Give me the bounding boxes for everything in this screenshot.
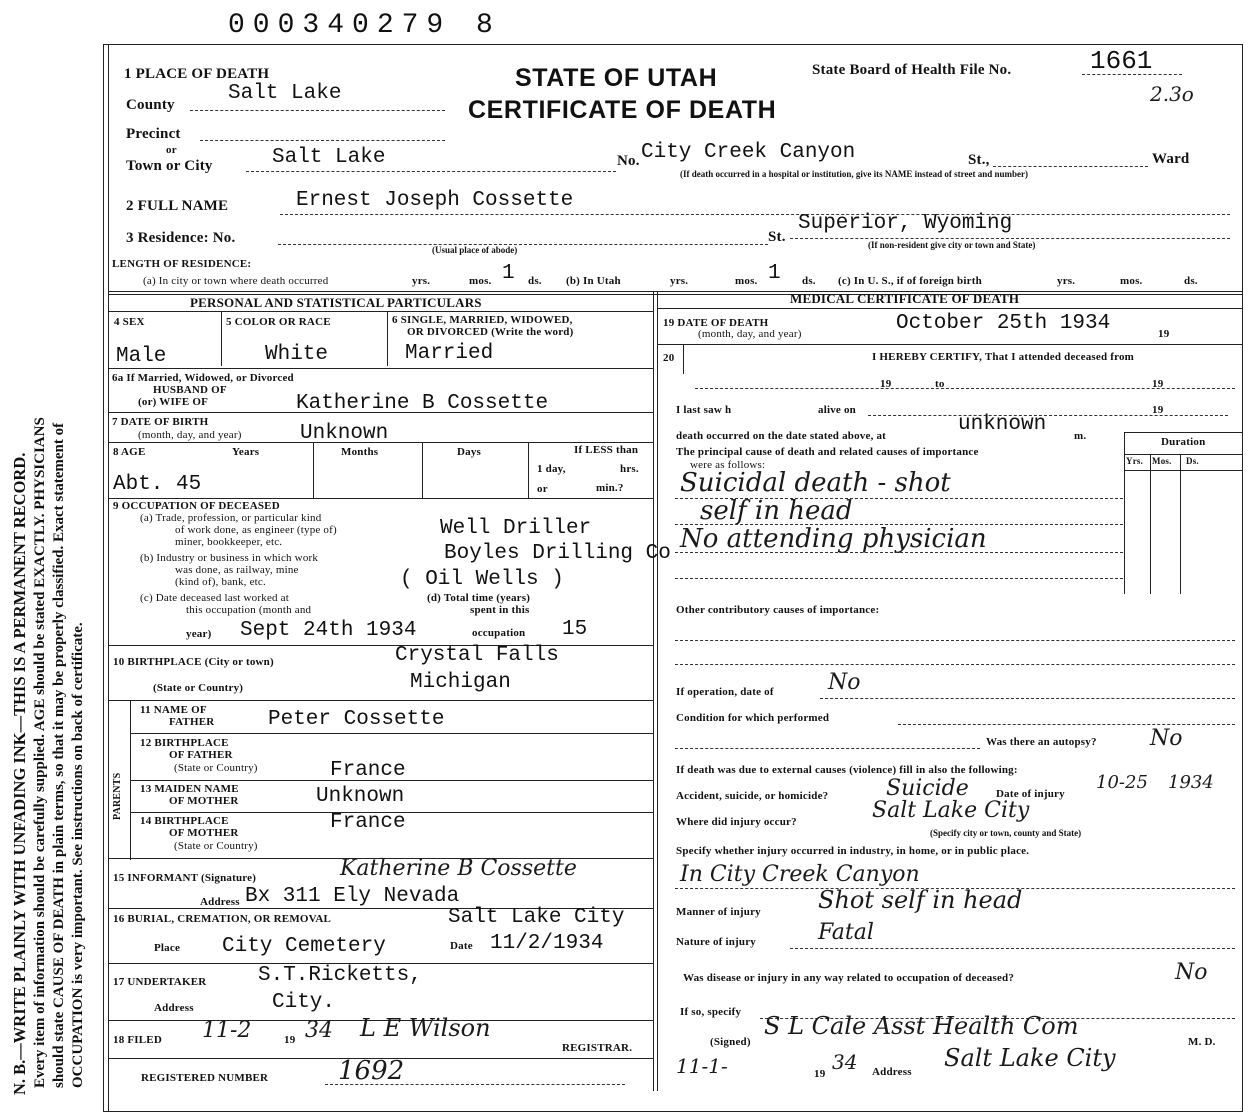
sex-value: Male (116, 345, 167, 368)
residence-st-label: St. (768, 229, 786, 245)
top-border (103, 44, 1243, 45)
spouse-label-1: 6a If Married, Widowed, or Divorced (112, 372, 294, 384)
yrs-b: yrs. (670, 275, 689, 287)
autopsy-label: Was there an autopsy? (986, 736, 1097, 748)
external-label: If death was due to external causes (violence) fill in also the following: (676, 764, 1018, 776)
physician-signature: S L Cale Asst Health Com (764, 1012, 1079, 1040)
filed-label: 18 FILED (113, 1034, 162, 1046)
county-label: County (126, 97, 175, 113)
birthplace-state: Michigan (410, 671, 511, 694)
bottom-border (103, 1111, 1243, 1112)
sex-label: 4 SEX (114, 316, 145, 328)
file-no: 1661 (1090, 46, 1153, 76)
occ-b-2: was done, as railway, mine (175, 564, 299, 576)
filed-year-prefix: 19 (284, 1034, 296, 1046)
hospital-note: (If death occurred in a hospital or institution, give its NAME instead of street and number) (680, 169, 1029, 179)
death-occurred-label: death occurred on the date stated above, at (676, 430, 887, 442)
specify-label: Specify whether injury occurred in industry, in home, or in public place. (676, 845, 1030, 857)
less-label-2: 1 day, (537, 463, 566, 475)
signed-label: (Signed) (710, 1036, 751, 1048)
duration-mos: Mos. (1152, 456, 1172, 466)
date-injury-year: 1934 (1168, 772, 1214, 793)
residence-a-label: (a) In city or town where death occurred (143, 275, 329, 287)
occ-c-1: (c) Date deceased last worked at (140, 592, 290, 604)
informant-address: Bx 311 Ely Nevada (245, 885, 460, 908)
left-border-inner (108, 44, 109, 1112)
serial-number: 000340279 8 (228, 10, 501, 41)
date-injury-label: Date of injury (996, 788, 1065, 800)
physician-address: Salt Lake City (944, 1044, 1116, 1072)
full-name-value: Ernest Joseph Cossette (296, 189, 574, 212)
age-value: Abt. 45 (113, 473, 202, 496)
days-label: Days (457, 446, 482, 458)
ward-label: Ward (1152, 151, 1190, 167)
industry-value: Boyles Drilling Co (444, 542, 671, 565)
occ-b-3: (kind of), bank, etc. (175, 576, 266, 588)
min-label: min.? (596, 482, 624, 494)
hrs-label: hrs. (620, 463, 639, 475)
residence-label: 3 Residence: No. (126, 230, 236, 246)
length-residence-label: LENGTH OF RESIDENCE: (112, 258, 252, 270)
date-injury-value: 10-25 (1096, 772, 1148, 793)
mos-b: mos. (735, 275, 758, 287)
mother-bp-value: France (330, 811, 406, 834)
where-value: Salt Lake City (872, 798, 1030, 823)
parents-label: PARENTS (112, 772, 123, 820)
certify-text: I HEREBY CERTIFY, That I attended deceased from (872, 351, 1135, 363)
other-causes-label: Other contributory causes of importance: (676, 604, 880, 616)
certify-to: to (935, 378, 945, 390)
undertaker-address-label: Address (154, 1002, 194, 1014)
nonres-note: (If non-resident give city or town and State) (868, 240, 1036, 250)
dob-label-2: (month, day, and year) (138, 429, 242, 441)
marital-label-1: 6 SINGLE, MARRIED, WIDOWED, (392, 314, 573, 326)
duration-yrs: Yrs. (1126, 456, 1144, 466)
color-label: 5 COLOR OR RACE (226, 316, 331, 328)
burial-date: 11/2/1934 (490, 932, 604, 955)
informant-signature: Katherine B Cossette (340, 856, 577, 881)
burial-value: Salt Lake City (448, 906, 625, 929)
cause-label-1: The principal cause of death and related causes of importance (676, 446, 979, 458)
where-label: Where did injury occur? (676, 816, 797, 828)
undertaker-value: S.T.Ricketts, (258, 964, 422, 987)
mother-value: Unknown (316, 785, 405, 808)
last-saw-label: I last saw h (676, 404, 732, 416)
nature-value: Fatal (818, 920, 874, 945)
precinct-label: Precinct (126, 126, 181, 142)
last-worked-value: Sept 24th 1934 (240, 619, 417, 642)
mother-bp-label-3: (State or Country) (174, 840, 258, 852)
father-label-2: FATHER (169, 716, 215, 728)
informant-address-label: Address (200, 896, 240, 908)
autopsy-value: No (1150, 726, 1183, 751)
months-label: Months (341, 446, 379, 458)
right-border (1242, 44, 1243, 1112)
mother-bp-label-2: OF MOTHER (169, 827, 239, 839)
city-mos: 1 (502, 262, 515, 285)
file-no-label: State Board of Health File No. (812, 62, 1012, 78)
side-instructions-1: N. B.—WRITE PLAINLY WITH UNFADING INK—THIS IS A PERMANENT RECORD. (10, 452, 29, 1095)
st-label: St., (968, 152, 990, 168)
registrar-signature: L E Wilson (360, 1014, 491, 1042)
alive-year: 19 (1152, 404, 1164, 416)
county-value: Salt Lake (228, 82, 342, 105)
certificate-title: CERTIFICATE OF DEATH (468, 96, 777, 124)
yrs-a: yrs. (412, 275, 431, 287)
filed-date: 11-2 (202, 1018, 252, 1043)
operation-value: No (828, 670, 861, 695)
sign-date: 11-1- (676, 1054, 728, 1078)
alive-on-label: alive on (818, 404, 856, 416)
abode-note: (Usual place of abode) (432, 245, 518, 255)
occ-c-2: this occupation (month and (186, 604, 312, 616)
occ-a-1: (a) Trade, profession, or particular kind (140, 512, 322, 524)
sign-year: 34 (832, 1050, 858, 1074)
occ-d-3: occupation (472, 627, 526, 639)
marital-label-2: OR DIVORCED (Write the word) (407, 326, 574, 338)
manner-label: Manner of injury (676, 906, 761, 918)
sign-year-prefix: 19 (814, 1068, 826, 1080)
father-bp-label-3: (State or Country) (174, 762, 258, 774)
filed-year: 34 (305, 1018, 333, 1043)
m-label: m. (1074, 430, 1087, 442)
birthplace-city: Crystal Falls (395, 644, 559, 667)
dob-label-1: 7 DATE OF BIRTH (112, 416, 209, 428)
md-label: M. D. (1188, 1036, 1216, 1048)
father-value: Peter Cossette (268, 708, 445, 731)
duration-ds: Ds. (1186, 456, 1199, 466)
age-label: 8 AGE (113, 446, 146, 458)
industry-value-2: ( Oil Wells ) (400, 568, 564, 591)
mother-bp-label-1: 14 BIRTHPLACE (140, 815, 229, 827)
town-label: Town or City (126, 158, 213, 174)
color-value: White (265, 343, 329, 366)
occ-b-1: (b) Industry or business in which work (140, 552, 319, 564)
column-divider (653, 291, 654, 1091)
burial-label: 16 BURIAL, CREMATION, OR REMOVAL (113, 913, 332, 925)
birthplace-label: 10 BIRTHPLACE (City or town) (113, 656, 274, 668)
mother-label-1: 13 MAIDEN NAME (140, 783, 239, 795)
yrs-c: yrs. (1057, 275, 1076, 287)
ds-b: ds. (802, 275, 816, 287)
occ-c-3: year) (186, 628, 212, 640)
certify-year-2: 19 (1152, 378, 1164, 390)
burial-date-label: Date (450, 940, 473, 952)
residence-c-label: (c) In U. S., if of foreign birth (838, 275, 982, 287)
or-label: or (166, 144, 177, 156)
cause-label-2: were as follows: (690, 459, 766, 471)
years-label: Years (232, 446, 260, 458)
spouse-label-2: HUSBAND OF (153, 384, 227, 396)
or-min-label: or (537, 483, 548, 495)
cause-1: Suicidal death - shot (680, 468, 951, 498)
occ-a-3: miner, bookkeeper, etc. (175, 536, 283, 548)
operation-label: If operation, date of (676, 686, 774, 698)
physician-address-label: Address (872, 1066, 912, 1078)
total-time-value: 15 (562, 618, 588, 641)
personal-heading: PERSONAL AND STATISTICAL PARTICULARS (190, 295, 482, 310)
father-label-1: 11 NAME OF (140, 704, 207, 716)
marital-value: Married (405, 342, 494, 365)
occ-d-1: (d) Total time (years) (427, 592, 531, 604)
state-title: STATE OF UTAH (515, 64, 718, 92)
father-bp-value: France (330, 759, 406, 782)
left-border (103, 44, 104, 1112)
file-note: 2.3o (1150, 82, 1194, 106)
condition-label: Condition for which performed (676, 712, 830, 724)
burial-place-label: Place (154, 942, 181, 954)
registered-number-label: REGISTERED NUMBER (141, 1072, 269, 1084)
burial-place: City Cemetery (222, 935, 386, 958)
occupation-label: 9 OCCUPATION OF DECEASED (113, 500, 280, 512)
registered-number: 1692 (338, 1056, 405, 1086)
street-no-label: No. (617, 153, 640, 169)
full-name-label: 2 FULL NAME (126, 198, 229, 214)
mother-label-2: OF MOTHER (169, 795, 239, 807)
manner-value: Shot self in head (818, 886, 1023, 914)
grid-top (108, 291, 1242, 292)
spouse-value: Katherine B Cossette (296, 392, 549, 415)
informant-label: 15 INFORMANT (Signature) (113, 872, 257, 884)
dod-value: October 25th 1934 (896, 312, 1111, 335)
street-value: City Creek Canyon (641, 141, 856, 164)
occ-d-2: spent in this (470, 604, 530, 616)
cause-3: No attending physician (680, 524, 987, 554)
certify-year-1: 19 (880, 378, 892, 390)
time-value: unknown (958, 413, 1047, 436)
birthplace-state-label: (State or Country) (153, 682, 244, 694)
spouse-label-3: (or) WIFE OF (138, 396, 209, 408)
duration-label: Duration (1161, 436, 1206, 448)
father-bp-label-1: 12 BIRTHPLACE (140, 737, 229, 749)
ds-c: ds. (1184, 275, 1198, 287)
accident-label: Accident, suicide, or homicide? (676, 790, 829, 802)
dod-label-2: (month, day, and year) (698, 328, 802, 340)
dob-value: Unknown (300, 422, 389, 445)
certify-num: 20 (663, 352, 675, 364)
occ-a-2: of work done, as engineer (type of) (175, 524, 337, 536)
if-so-label: If so, specify (680, 1006, 742, 1018)
less-label-1: If LESS than (574, 444, 639, 456)
mos-a: mos. (469, 275, 492, 287)
nature-label: Nature of injury (676, 936, 756, 948)
where-note: (Specify city or town, county and State) (930, 828, 1082, 838)
medical-heading: MEDICAL CERTIFICATE OF DEATH (790, 291, 1020, 306)
dod-year-suffix: 19 (1158, 328, 1170, 340)
residence-b-label: (b) In Utah (566, 275, 621, 287)
disease-label: Was disease or injury in any way related to occupation of deceased? (683, 972, 1015, 984)
undertaker-address: City. (272, 991, 336, 1014)
side-instructions-3: should state CAUSE OF DEATH in plain terms, so that it may be properly classified. Exact statement of (51, 422, 67, 1088)
accident-value: Suicide (886, 776, 969, 801)
cause-2: self in head (700, 496, 853, 526)
side-instructions-2: Every item of information should be carefully supplied. AGE should be stated EXACTLY. PHYSICIANS (32, 417, 48, 1088)
ds-a: ds. (528, 275, 542, 287)
town-value: Salt Lake (272, 146, 386, 169)
father-bp-label-2: OF FATHER (169, 749, 233, 761)
occupation-value: Well Driller (440, 517, 592, 540)
registrar-label: REGISTRAR. (562, 1042, 633, 1054)
specify-value: In City Creek Canyon (680, 862, 920, 887)
residence-value: Superior, Wyoming (798, 212, 1013, 235)
disease-value: No (1175, 960, 1208, 985)
undertaker-label: 17 UNDERTAKER (113, 976, 207, 988)
place-of-death-label: 1 PLACE OF DEATH (124, 66, 270, 82)
side-instructions-4: OCCUPATION is very important. See instructions on back of certificate. (70, 622, 86, 1088)
mos-c: mos. (1120, 275, 1143, 287)
dod-label-1: 19 DATE OF DEATH (663, 317, 769, 329)
utah-mos: 1 (768, 262, 781, 285)
